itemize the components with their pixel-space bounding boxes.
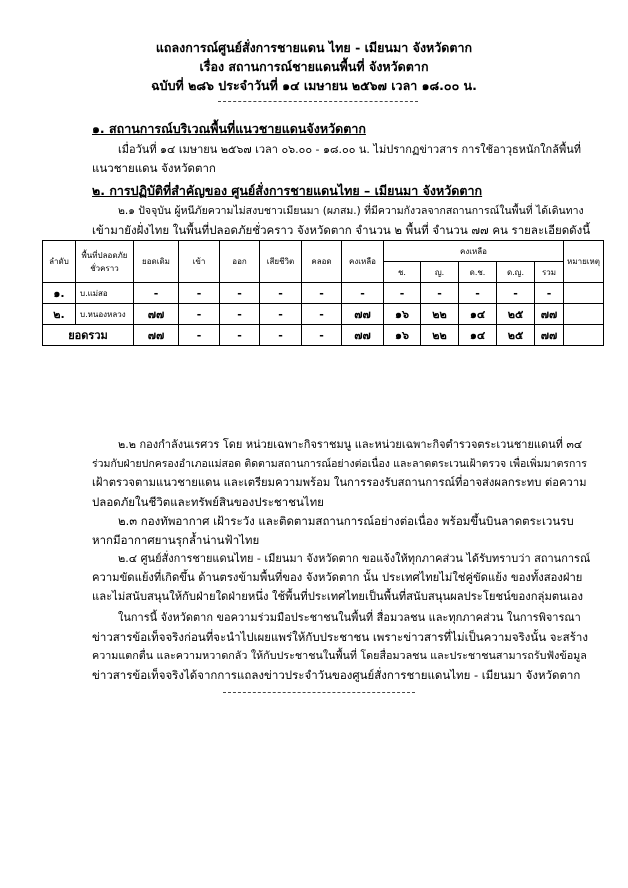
total-boy: ๑๔ (459, 325, 497, 346)
paragraph-2-3-line-2: หากมีอากาศยานรุกล้ำน่านฟ้าไทย (92, 533, 260, 547)
cell-boy: - (459, 283, 497, 304)
col-header-birth: คลอด (302, 241, 342, 283)
col-header-boy: ด.ช. (459, 262, 497, 283)
paragraph-2-2-line-1: ๒.๒ กองกำลังนเรศวร โดย หน่วยเฉพาะกิจราชมนู และหน่วยเฉพาะกิจตำรวจตระเวนชายแดนที่ ๓๔ (118, 438, 583, 451)
total-girl: ๒๕ (497, 325, 535, 346)
paragraph-2-4-line-2: ความขัดแย้งที่เกิดขึ้น ด้านตรงข้ามพื้นที่ของ จังหวัดตาก นั้น ประเทศไทยไม่ใช่คู่ขัดแย้ง ของทั้งสองฝ่าย (92, 571, 583, 584)
cell-no: ๑. (43, 283, 76, 304)
cell-male: - (384, 283, 421, 304)
cell-area: บ.หนองหลวง (76, 304, 134, 325)
cell-start: ๗๗ (134, 304, 179, 325)
col-header-no: ลำดับ (43, 241, 76, 283)
col-header-girl: ด.ญ. (497, 262, 535, 283)
total-remain: ๗๗ (342, 325, 384, 346)
col-header-female: ญ. (421, 262, 459, 283)
table-header-row-1 (43, 241, 604, 262)
col-header-area: พื้นที่ปลอดภัยชั่วคราว (76, 241, 134, 283)
cell-out: - (220, 304, 260, 325)
cell-dead: - (260, 283, 302, 304)
cell-out: - (220, 283, 260, 304)
total-female: ๒๒ (421, 325, 459, 346)
total-birth: - (302, 325, 342, 346)
cell-birth: - (302, 283, 342, 304)
paragraph-2-4-line-3: และไม่สนับสนุนให้กับฝ่ายใดฝ่ายหนึ่ง ใช้พื้นที่ประเทศไทยเป็นพื้นที่สนับสนุนผลประโยชน์ของกลุ่มตนเอง (92, 590, 583, 603)
total-start: ๗๗ (134, 325, 179, 346)
total-note (564, 325, 604, 346)
paragraph-2-2-line-4: ปลอดภัยในชีวิตและทรัพย์สินของประชาชนไทย (92, 495, 324, 509)
table-row (43, 283, 604, 304)
col-header-male: ช. (384, 262, 421, 283)
col-header-remain: คงเหลือ (342, 241, 384, 283)
header-subject: เรื่อง สถานการณ์ชายแดนพื้นที่ จังหวัดตาก (199, 59, 429, 74)
total-out: - (220, 325, 260, 346)
section-1-title: ๑. สถานการณ์บริเวณพื้นที่แนวชายแดนจังหวัดตาก (92, 121, 366, 136)
closing-line-1: ในการนี้ จังหวัดตาก ขอความร่วมมือประชาชนในพื้นที่ สื่อมวลชน และทุกภาคส่วน ในการพิจารณา (118, 611, 581, 624)
col-header-out: ออก (220, 241, 260, 283)
table-row (43, 304, 604, 325)
closing-line-3: ความแตกตื่น และความหวาดกลัว ให้กับประชาชนในพื้นที่ โดยสื่อมวลชน และประชาชนสามารถรับฟังข้อมูล (92, 649, 587, 662)
cell-female: ๒๒ (421, 304, 459, 325)
header-title: แถลงการณ์ศูนย์สั่งการชายแดน ไทย - เมียนมา จังหวัดตาก (155, 40, 473, 55)
cell-dead: - (260, 304, 302, 325)
section-2-title: ๒. การปฏิบัติที่สำคัญของ ศูนย์สั่งการชายแดนไทย – เมียนมา จังหวัดตาก (92, 183, 483, 198)
cell-girl: ๒๕ (497, 304, 535, 325)
cell-boy: ๑๔ (459, 304, 497, 325)
paragraph-2-3-line-1: ๒.๓ กองทัพอากาศ เฝ้าระวัง และติดตามสถานการณ์อย่างต่อเนื่อง พร้อมขึ้นบินลาดตระเวนรบ (118, 514, 574, 528)
cell-birth: - (302, 304, 342, 325)
header-divider (218, 101, 418, 102)
section-1-line-1: เมื่อวันที่ ๑๔ เมษายน ๒๕๖๗ เวลา ๐๖.๐๐ - ๑๘.๐๐ น. ไม่ปรากฏข่าวสาร การใช้อาวุธหนักใกล้พื้นที่ (118, 143, 581, 156)
paragraph-2-4-line-1: ๒.๔ ศูนย์สั่งการชายแดนไทย - เมียนมา จังหวัดตาก ขอแจ้งให้ทุกภาคส่วน ได้รับทราบว่า สถานการณ์ (118, 552, 591, 565)
cell-remain: ๗๗ (342, 304, 384, 325)
section-1-line-2: แนวชายแดน จังหวัดตาก (92, 161, 216, 175)
cell-note (564, 304, 604, 325)
total-label: ยอดรวม (43, 325, 134, 346)
total-total: ๗๗ (535, 325, 564, 346)
section-2-1-line-1: ๒.๑ ปัจจุบัน ผู้หนีภัยความไม่สงบชาวเมียนมา (ผภสม.) ที่มีความกังวลจากสถานการณ์ในพื้นที่ ได้เดินทาง (118, 205, 584, 217)
cell-total: ๗๗ (535, 304, 564, 325)
cell-note (564, 283, 604, 304)
col-header-dead: เสียชีวิต (260, 241, 302, 283)
col-header-total: รวม (535, 262, 564, 283)
total-dead: - (260, 325, 302, 346)
section-2-1-line-2: เข้ามายังฝั่งไทย ในพื้นที่ปลอดภัยชั่วคราว จังหวัดตาก จำนวน ๒ พื้นที่ จำนวน ๗๗ คน รายละเอียดดังนี้ (92, 223, 591, 237)
closing-line-2: ข่าวสารข้อเท็จจริงก่อนที่จะนำไปเผยแพร่ให้กับประชาชน เพราะข่าวสารที่ไม่เป็นความจริงนั้น จะสร้าง (92, 630, 588, 644)
table-total-row (43, 325, 604, 346)
col-header-start: ยอดเดิม (134, 241, 179, 283)
paragraph-2-2-line-3: เฝ้าตรวจตามแนวชายแดน และเตรียมความพร้อม ในการรองรับสถานการณ์ที่อาจส่งผลกระทบ ต่อความ (92, 476, 587, 489)
col-header-remain-group: คงเหลือ (384, 241, 564, 262)
cell-girl: - (497, 283, 535, 304)
cell-female: - (421, 283, 459, 304)
cell-area: บ.แม่สอ (76, 283, 134, 304)
header-issue: ฉบับที่ ๒๘๖ ประจำวันที่ ๑๔ เมษายน ๒๕๖๗ เวลา ๑๘.๐๐ น. (151, 78, 477, 93)
cell-remain: - (342, 283, 384, 304)
cell-in: - (179, 283, 220, 304)
cell-start: - (134, 283, 179, 304)
total-male: ๑๖ (384, 325, 421, 346)
cell-total: - (535, 283, 564, 304)
footer-divider (223, 692, 415, 693)
paragraph-2-2-line-2: ร่วมกับฝ่ายปกครองอำเภอแม่สอด ติดตามสถานการณ์อย่างต่อเนื่อง และลาดตระเวนเฝ้าตรวจ เพื่อเพิ่มมาตรการ (92, 458, 587, 470)
closing-line-4: ข่าวสารข้อเท็จจริงได้จากการแถลงข่าวประจำวันของศูนย์สั่งการชายแดนไทย - เมียนมา จังหวัดตาก (92, 668, 581, 682)
col-header-in: เข้า (179, 241, 220, 283)
col-header-note: หมายเหตุ (564, 241, 604, 283)
total-in: - (179, 325, 220, 346)
refugee-table (42, 240, 604, 346)
cell-male: ๑๖ (384, 304, 421, 325)
cell-in: - (179, 304, 220, 325)
cell-no: ๒. (43, 304, 76, 325)
